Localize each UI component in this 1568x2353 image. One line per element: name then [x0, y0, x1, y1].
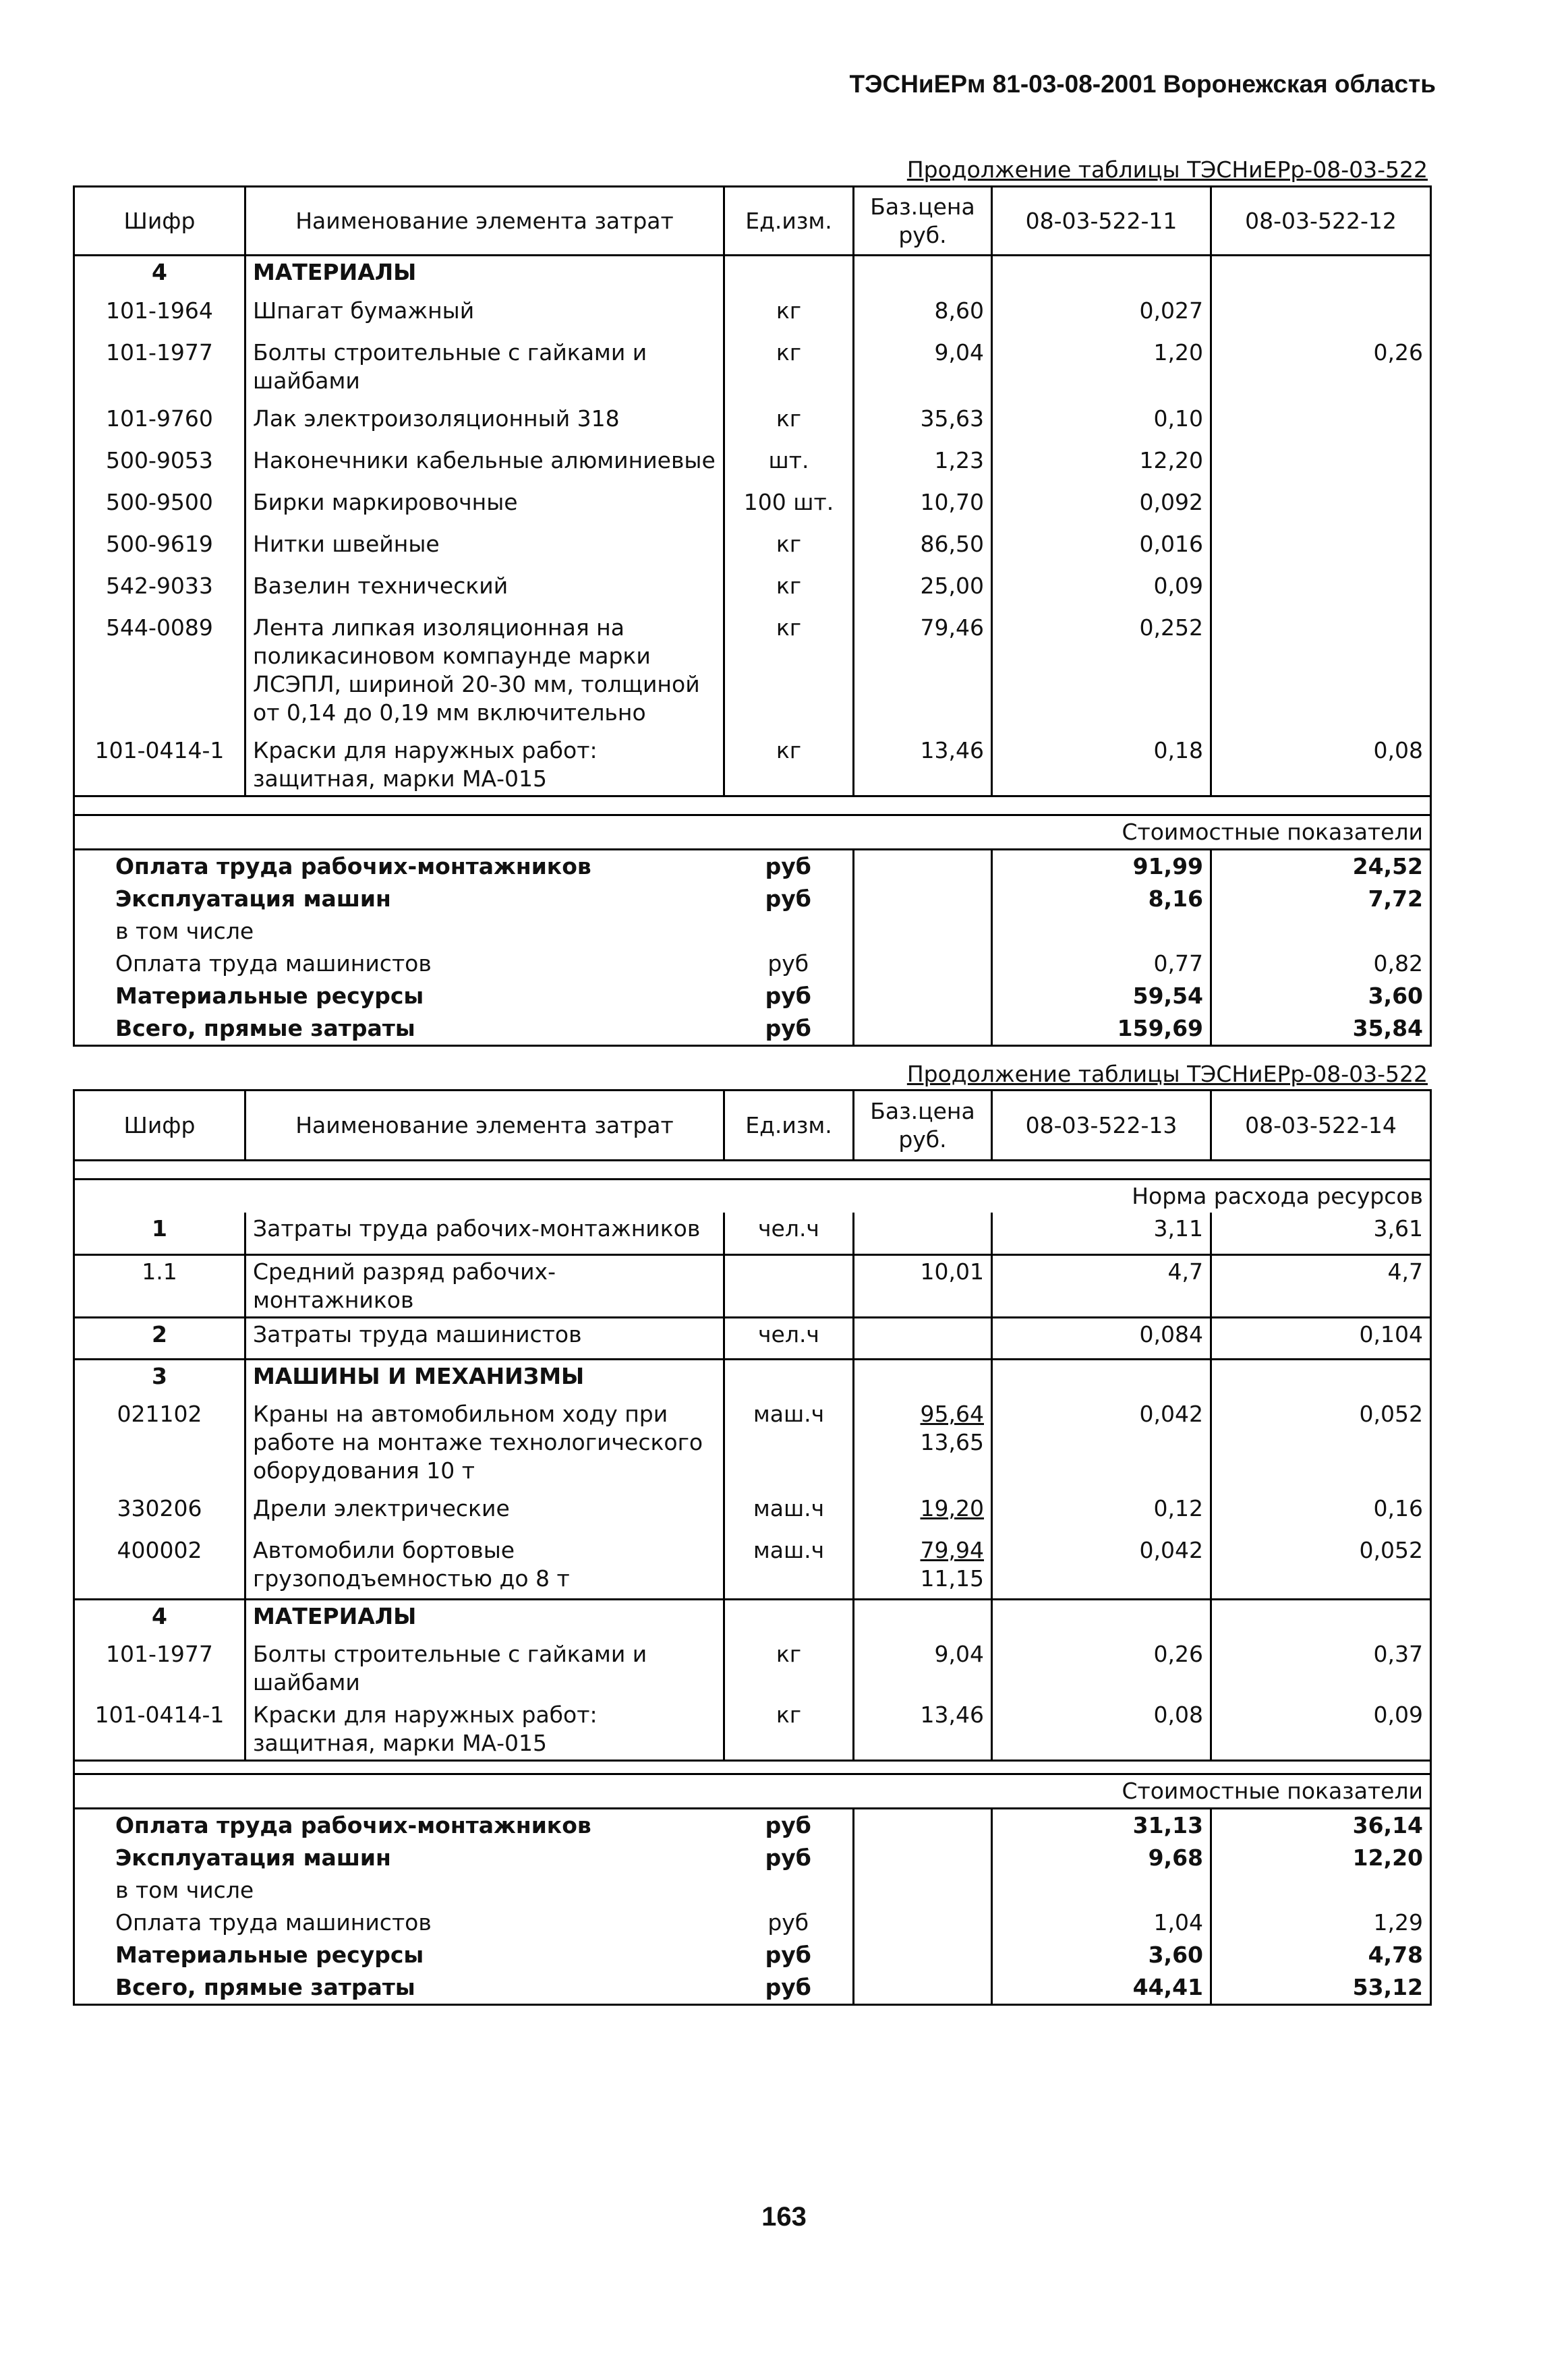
resource-unit: кг: [724, 337, 854, 403]
table-row: [74, 1638, 1431, 1699]
resource-code: 500-9500: [74, 486, 245, 528]
cost-value-2: [1211, 915, 1431, 948]
resource-unit: кг: [724, 570, 854, 612]
resource-name: Автомобили бортовые грузоподъемностью до 8 т: [245, 1534, 724, 1599]
empty-cell: [854, 948, 992, 980]
cost-value-1: 159,69: [992, 1012, 1211, 1046]
empty-cell: [854, 1599, 992, 1638]
resource-value-2: 0,052: [1211, 1534, 1431, 1599]
col-header-code: Шифр: [74, 1091, 245, 1161]
resource-value-1: 0,084: [992, 1317, 1211, 1359]
resource-code: 101-1977: [74, 1638, 245, 1699]
resource-price: 9,04: [854, 1638, 992, 1699]
cost-row: [74, 980, 1431, 1012]
resource-code: 400002: [74, 1534, 245, 1599]
empty-cell: [854, 980, 992, 1012]
table2-caption: Продолжение таблицы ТЭСНиЕРр-08-03-522: [906, 1061, 1428, 1087]
resource-code: 330206: [74, 1492, 245, 1534]
resource-unit: 100 шт.: [724, 486, 854, 528]
cost-value-1: 0,77: [992, 948, 1211, 980]
resource-code: 2: [74, 1317, 245, 1359]
resource-name: Наконечники кабельные алюминиевые: [245, 444, 724, 486]
cost-value-2: 35,84: [1211, 1012, 1431, 1046]
cost-value-1: 44,41: [992, 1971, 1211, 2005]
resource-name: Краски для наружных работ: защитная, марки МА-015: [245, 734, 724, 796]
cost-label: Материальные ресурсы: [74, 1939, 724, 1971]
empty-cell: [854, 1359, 992, 1398]
resource-value-2: [1211, 528, 1431, 570]
resource-price: 13,46: [854, 734, 992, 796]
table-row: [74, 1398, 1431, 1492]
empty-cell: [854, 1907, 992, 1939]
cost-label: Оплата труда рабочих-монтажников: [74, 849, 724, 883]
resource-value-2: 0,16: [1211, 1492, 1431, 1534]
resource-value-2: 4,7: [1211, 1254, 1431, 1317]
cost-unit: руб: [724, 1907, 854, 1939]
cost-unit: руб: [724, 980, 854, 1012]
col-header-variant-13: 08-03-522-13: [992, 1091, 1211, 1161]
cost-unit: руб: [724, 883, 854, 915]
cost-row: [74, 1874, 1431, 1907]
cost-unit: [724, 915, 854, 948]
section-title: МАТЕРИАЛЫ: [245, 256, 724, 295]
resource-price: 79,46: [854, 612, 992, 734]
cost-label: в том числе: [74, 915, 724, 948]
table-row: [74, 528, 1431, 570]
resource-name: Средний разряд рабочих-монтажников: [245, 1254, 724, 1317]
table-row: [74, 570, 1431, 612]
empty-cell: [724, 1599, 854, 1638]
col-header-name: Наименование элемента затрат: [245, 187, 724, 256]
resource-code: 500-9053: [74, 444, 245, 486]
resource-name: Затраты труда машинистов: [245, 1317, 724, 1359]
section-title: МАТЕРИАЛЫ: [245, 1599, 724, 1638]
empty-cell: [1211, 1359, 1431, 1398]
resource-name: Лента липкая изоляционная на поликасиновом компаунде марки ЛСЭПЛ, шириной 20-30 мм, толщиной от 0,14 до 0,19 мм включительно: [245, 612, 724, 734]
empty-cell: [854, 1874, 992, 1907]
resource-value-2: [1211, 486, 1431, 528]
resource-value-2: [1211, 403, 1431, 444]
empty-cell: [854, 1971, 992, 2005]
section-number: 3: [74, 1359, 245, 1398]
resource-unit: чел.ч: [724, 1317, 854, 1359]
cost-value-1: [992, 1874, 1211, 1907]
cost-unit: руб: [724, 1971, 854, 2005]
resource-code: 101-1977: [74, 337, 245, 403]
cost-section: [74, 815, 1431, 849]
cost-row: [74, 1842, 1431, 1874]
table-row: [74, 486, 1431, 528]
resource-value-1: 12,20: [992, 444, 1211, 486]
spacer-row: [74, 796, 1431, 815]
cost-section: [74, 1774, 1431, 1809]
resource-code: 542-9033: [74, 570, 245, 612]
resource-code: 1.1: [74, 1254, 245, 1317]
cost-label: Эксплуатация машин: [74, 1842, 724, 1874]
resource-unit: чел.ч: [724, 1213, 854, 1254]
resource-unit: маш.ч: [724, 1398, 854, 1492]
cost-label: Оплата труда машинистов: [74, 1907, 724, 1939]
resource-code: 101-0414-1: [74, 734, 245, 796]
resource-code: 544-0089: [74, 612, 245, 734]
resource-price: 86,50: [854, 528, 992, 570]
resource-unit: кг: [724, 1638, 854, 1699]
resource-name: Затраты труда рабочих-монтажников: [245, 1213, 724, 1254]
resource-value-2: 0,37: [1211, 1638, 1431, 1699]
table-row: [74, 1317, 1431, 1359]
cost-row: [74, 1012, 1431, 1046]
resource-value-1: 4,7: [992, 1254, 1211, 1317]
cost-value-2: 53,12: [1211, 1971, 1431, 2005]
resource-value-1: 0,252: [992, 612, 1211, 734]
spacer-row: [74, 1761, 1431, 1774]
price-numerator: 19,20: [920, 1495, 984, 1521]
cost-value-2: 1,29: [1211, 1907, 1431, 1939]
resource-unit: кг: [724, 295, 854, 337]
cost-row: [74, 1939, 1431, 1971]
resource-unit: кг: [724, 403, 854, 444]
resource-value-2: [1211, 444, 1431, 486]
cost-value-2: 12,20: [1211, 1842, 1431, 1874]
table-row: [74, 1492, 1431, 1534]
cost-label: Всего, прямые затраты: [74, 1971, 724, 2005]
cost-value-2: 36,14: [1211, 1809, 1431, 1842]
col-header-price: Баз.цена руб.: [854, 1091, 992, 1161]
cost-value-2: [1211, 1874, 1431, 1907]
empty-cell: [854, 1842, 992, 1874]
resource-unit: маш.ч: [724, 1492, 854, 1534]
table-row: [74, 734, 1431, 796]
section-number: 4: [74, 1599, 245, 1638]
resource-value-1: 1,20: [992, 337, 1211, 403]
cost-unit: руб: [724, 1012, 854, 1046]
resource-name: Краны на автомобильном ходу при работе на монтаже технологического оборудования 10 т: [245, 1398, 724, 1492]
cost-row: [74, 849, 1431, 883]
resource-code: 101-0414-1: [74, 1699, 245, 1761]
cost-unit: руб: [724, 1939, 854, 1971]
resource-price: [854, 1213, 992, 1254]
empty-cell: [724, 1359, 854, 1398]
cost-value-2: 4,78: [1211, 1939, 1431, 1971]
empty-cell: [854, 1809, 992, 1842]
cost-row: [74, 948, 1431, 980]
empty-cell: [854, 883, 992, 915]
resource-value-2: 0,26: [1211, 337, 1431, 403]
cost-value-2: 7,72: [1211, 883, 1431, 915]
section-number: 4: [74, 256, 245, 295]
resource-unit: кг: [724, 734, 854, 796]
cost-unit: руб: [724, 1809, 854, 1842]
resource-name: Болты строительные с гайками и шайбами: [245, 337, 724, 403]
cost-value-2: 3,60: [1211, 980, 1431, 1012]
section-materials: [74, 256, 1431, 295]
resource-code: 021102: [74, 1398, 245, 1492]
empty-cell: [1211, 256, 1431, 295]
resource-name: Дрели электрические: [245, 1492, 724, 1534]
resource-value-1: 0,08: [992, 1699, 1211, 1761]
cost-value-1: 1,04: [992, 1907, 1211, 1939]
cost-unit: руб: [724, 948, 854, 980]
cost-value-1: 59,54: [992, 980, 1211, 1012]
resource-value-1: 0,26: [992, 1638, 1211, 1699]
resource-value-1: 0,042: [992, 1534, 1211, 1599]
cost-label: в том числе: [74, 1874, 724, 1907]
resource-name: Краски для наружных работ: защитная, марки МА-015: [245, 1699, 724, 1761]
resource-price: 10,01: [854, 1254, 992, 1317]
resource-name: Бирки маркировочные: [245, 486, 724, 528]
resource-name: Шпагат бумажный: [245, 295, 724, 337]
resource-unit: маш.ч: [724, 1534, 854, 1599]
resource-value-2: [1211, 295, 1431, 337]
section-machines: [74, 1359, 1431, 1398]
empty-cell: [854, 1012, 992, 1046]
resource-price: 8,60: [854, 295, 992, 337]
table-row: [74, 403, 1431, 444]
cost-value-1: [992, 915, 1211, 948]
resource-value-1: 3,11: [992, 1213, 1211, 1254]
resource-price: [854, 1317, 992, 1359]
resource-value-1: 0,016: [992, 528, 1211, 570]
cost-unit: руб: [724, 1842, 854, 1874]
col-header-variant-12: 08-03-522-12: [1211, 187, 1431, 256]
cost-label: Эксплуатация машин: [74, 883, 724, 915]
col-header-unit: Ед.изм.: [724, 187, 854, 256]
resource-name: Лак электроизоляционный 318: [245, 403, 724, 444]
empty-cell: [854, 1939, 992, 1971]
empty-cell: [74, 796, 1431, 815]
empty-cell: [1211, 1599, 1431, 1638]
table1-caption: Продолжение таблицы ТЭСНиЕРр-08-03-522: [906, 156, 1428, 183]
resource-code: 101-1964: [74, 295, 245, 337]
empty-cell: [74, 1761, 1431, 1774]
resource-price: 10,70: [854, 486, 992, 528]
cost-row: [74, 1971, 1431, 2005]
cost-row: [74, 883, 1431, 915]
resource-value-1: 0,042: [992, 1398, 1211, 1492]
col-header-unit: Ед.изм.: [724, 1091, 854, 1161]
document-header: ТЭСНиЕРм 81-03-08-2001 Воронежская область: [849, 70, 1436, 98]
cost-row: [74, 1907, 1431, 1939]
resource-value-2: [1211, 570, 1431, 612]
resource-price: 35,63: [854, 403, 992, 444]
col-header-name: Наименование элемента затрат: [245, 1091, 724, 1161]
resource-price: 1,23: [854, 444, 992, 486]
resource-unit: шт.: [724, 444, 854, 486]
empty-cell: [992, 1359, 1211, 1398]
resource-value-1: 0,027: [992, 295, 1211, 337]
resource-unit: [724, 1254, 854, 1317]
resource-value-2: 0,052: [1211, 1398, 1431, 1492]
cost-label: Всего, прямые затраты: [74, 1012, 724, 1046]
resource-price: 25,00: [854, 570, 992, 612]
price-denominator: 13,65: [920, 1429, 984, 1455]
table-row: [74, 295, 1431, 337]
cost-value-1: 9,68: [992, 1842, 1211, 1874]
resource-code: 500-9619: [74, 528, 245, 570]
resource-value-2: 3,61: [1211, 1213, 1431, 1254]
resource-code: 1: [74, 1213, 245, 1254]
norm-section-label: Норма расхода ресурсов: [74, 1180, 1431, 1213]
empty-cell: [854, 256, 992, 295]
table-row: [74, 1534, 1431, 1599]
cost-row: [74, 1809, 1431, 1842]
resource-price: 9,04: [854, 337, 992, 403]
resource-price: 13,46: [854, 1699, 992, 1761]
table1: [73, 185, 1432, 1047]
resource-name: Нитки швейные: [245, 528, 724, 570]
table-row: [74, 444, 1431, 486]
cost-label: Оплата труда машинистов: [74, 948, 724, 980]
cost-value-2: 0,82: [1211, 948, 1431, 980]
resource-value-1: 0,12: [992, 1492, 1211, 1534]
empty-cell: [724, 256, 854, 295]
spacer-row: [74, 1161, 1431, 1180]
table-row: [74, 1699, 1431, 1761]
resource-value-2: 0,09: [1211, 1699, 1431, 1761]
col-header-variant-11: 08-03-522-11: [992, 187, 1211, 256]
table2: [73, 1089, 1432, 2006]
cost-value-1: 3,60: [992, 1939, 1211, 1971]
resource-value-2: 0,08: [1211, 734, 1431, 796]
resource-unit: кг: [724, 1699, 854, 1761]
table-row: [74, 337, 1431, 403]
empty-cell: [74, 1161, 1431, 1180]
cost-row: [74, 915, 1431, 948]
price-denominator: 11,15: [920, 1565, 984, 1592]
cost-value-1: 8,16: [992, 883, 1211, 915]
resource-value-2: [1211, 612, 1431, 734]
empty-cell: [854, 849, 992, 883]
resource-value-1: 0,092: [992, 486, 1211, 528]
page-number: 163: [761, 2202, 807, 2232]
resource-price: [854, 1534, 992, 1599]
empty-cell: [854, 915, 992, 948]
section-title: МАШИНЫ И МЕХАНИЗМЫ: [245, 1359, 724, 1398]
table-row: [74, 1213, 1431, 1254]
cost-section-label: Стоимостные показатели: [74, 815, 1431, 849]
resource-name: Вазелин технический: [245, 570, 724, 612]
resource-value-2: 0,104: [1211, 1317, 1431, 1359]
empty-cell: [992, 256, 1211, 295]
cost-value-2: 24,52: [1211, 849, 1431, 883]
empty-cell: [992, 1599, 1211, 1638]
cost-unit: [724, 1874, 854, 1907]
table-row: [74, 1254, 1431, 1317]
price-numerator: 79,94: [920, 1537, 984, 1563]
section-materials: [74, 1599, 1431, 1638]
cost-label: Материальные ресурсы: [74, 980, 724, 1012]
cost-value-1: 31,13: [992, 1809, 1211, 1842]
cost-label: Оплата труда рабочих-монтажников: [74, 1809, 724, 1842]
resource-unit: кг: [724, 528, 854, 570]
table-row: [74, 612, 1431, 734]
resource-value-1: 0,18: [992, 734, 1211, 796]
col-header-price: Баз.цена руб.: [854, 187, 992, 256]
price-numerator: 95,64: [920, 1401, 984, 1427]
cost-section-label: Стоимостные показатели: [74, 1774, 1431, 1809]
resource-value-1: 0,10: [992, 403, 1211, 444]
resource-name: Болты строительные с гайками и шайбами: [245, 1638, 724, 1699]
resource-price: [854, 1492, 992, 1534]
resource-code: 101-9760: [74, 403, 245, 444]
cost-value-1: 91,99: [992, 849, 1211, 883]
cost-unit: руб: [724, 849, 854, 883]
resource-price: [854, 1398, 992, 1492]
col-header-variant-14: 08-03-522-14: [1211, 1091, 1431, 1161]
resource-value-1: 0,09: [992, 570, 1211, 612]
norm-section: [74, 1180, 1431, 1213]
col-header-code: Шифр: [74, 187, 245, 256]
resource-unit: кг: [724, 612, 854, 734]
